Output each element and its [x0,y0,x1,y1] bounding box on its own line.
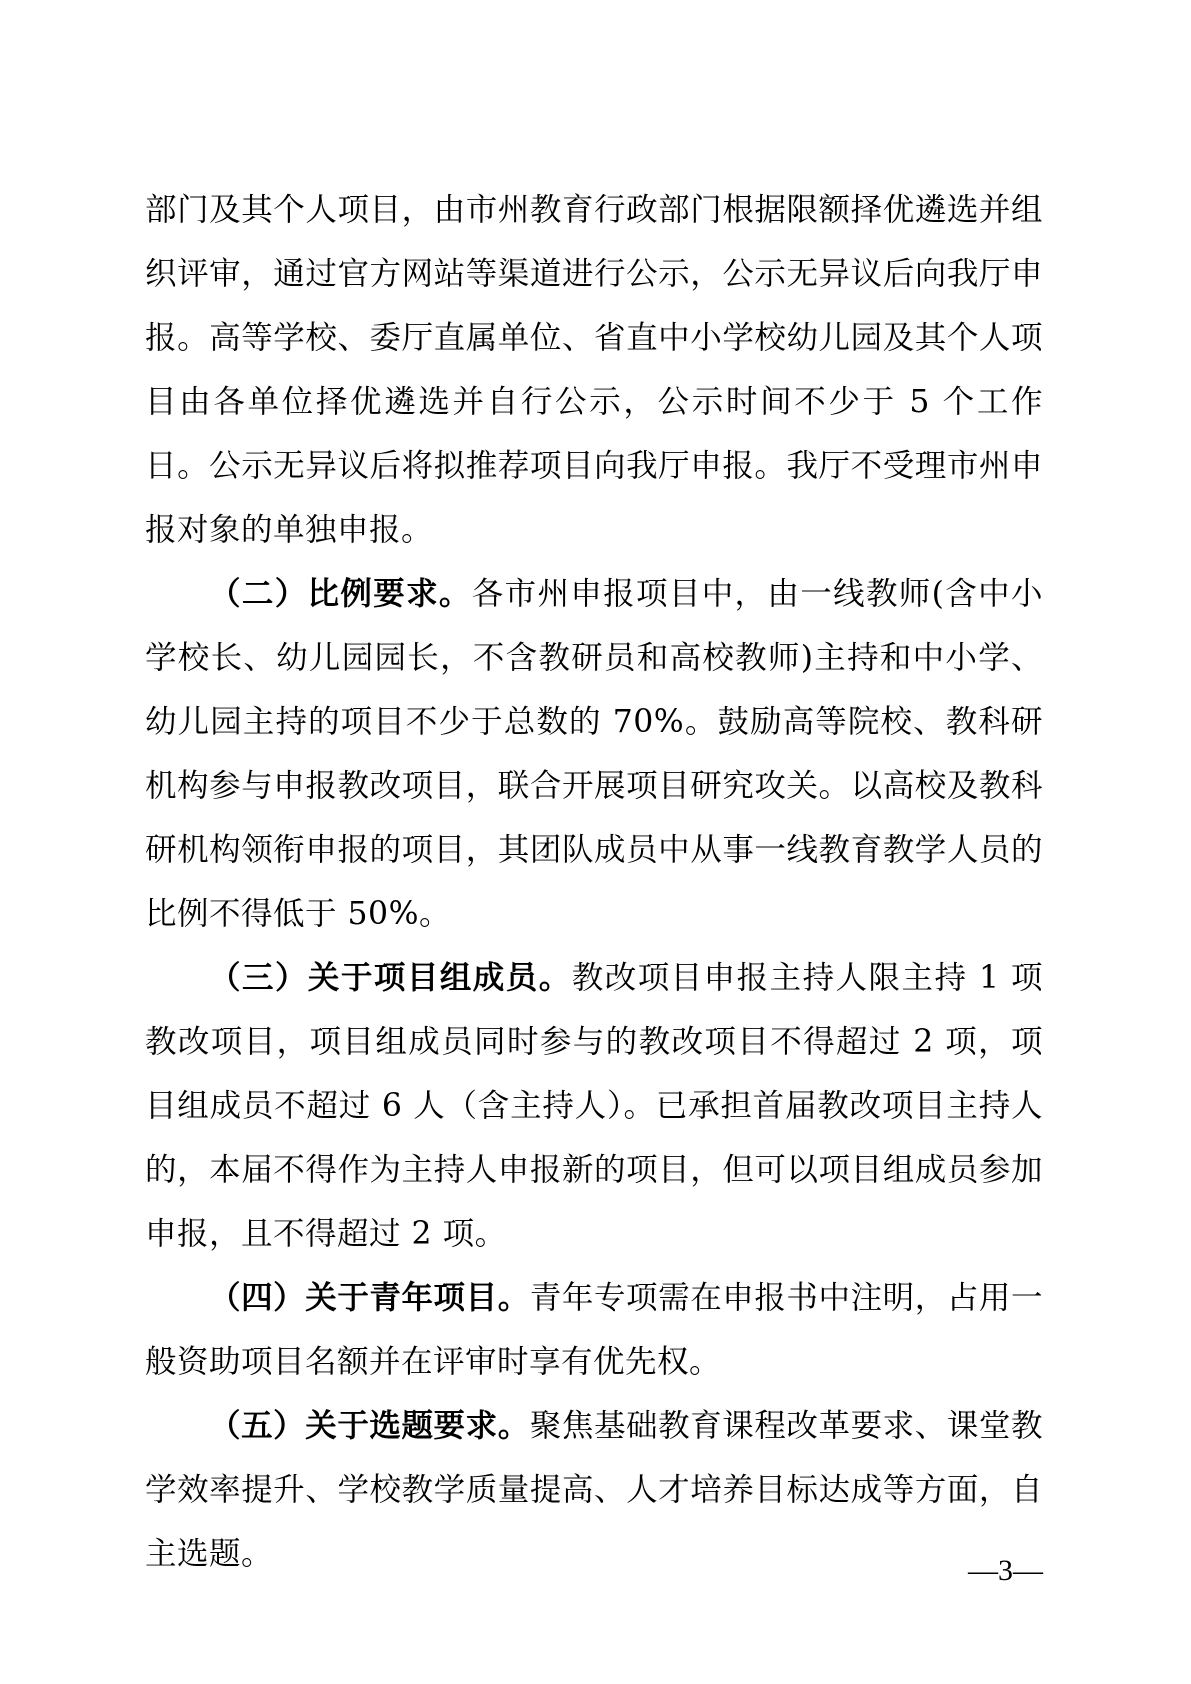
section-heading: （四）关于青年项目。 [209,1280,530,1316]
document-body [145,178,1043,1586]
paragraph-ratio-requirements [145,562,1043,946]
paragraph-continuation [145,178,1043,562]
paragraph-youth-projects [145,1266,1043,1394]
paragraph-team-members [145,946,1043,1266]
paragraph-topic-requirements [145,1394,1043,1586]
paragraph-text: 青年专项需在申报书中注明，占用一般资助项目名额并在评审时享有优先权。 [145,1280,1043,1380]
section-heading: （二）比例要求。 [209,576,472,612]
paragraph-text: 聚焦基础教育课程改革要求、课堂教学效率提升、学校教学质量提高、人才培养目标达成等方面，自主选题。 [145,1408,1043,1572]
section-heading: （五）关于选题要求。 [209,1408,530,1444]
paragraph-text: 各市州申报项目中，由一线教师(含中小学校长、幼儿园园长，不含教研员和高校教师)主持和中小学、幼儿园主持的项目不少于总数的 70%。鼓励高等院校、教科研机构参与申报教改项目，联合开展项目研究攻关。以高校及教科研机构领衔申报的项目，其团队成员中从事一线教育教学人员的比例不得低于 50%。 [145,576,1043,932]
paragraph-text: 教改项目申报主持人限主持 1 项教改项目，项目组成员同时参与的教改项目不得超过 2 项，项目组成员不超过 6 人（含主持人）。已承担首届教改项目主持人的，本届不得作为主持人申报新的项目，但可以项目组成员参加申报，且不得超过 2 项。 [145,960,1043,1252]
section-heading: （三）关于项目组成员。 [209,960,572,996]
page-number: —3— [968,1554,1043,1587]
paragraph-text: 部门及其个人项目，由市州教育行政部门根据限额择优遴选并组织评审，通过官方网站等渠道进行公示，公示无异议后向我厅申报。高等学校、委厅直属单位、省直中小学校幼儿园及其个人项目由各单位择优遴选并自行公示，公示时间不少于 5 个工作日。公示无异议后将拟推荐项目向我厅申报。我厅不受理市州申报对象的单独申报。 [145,192,1043,548]
